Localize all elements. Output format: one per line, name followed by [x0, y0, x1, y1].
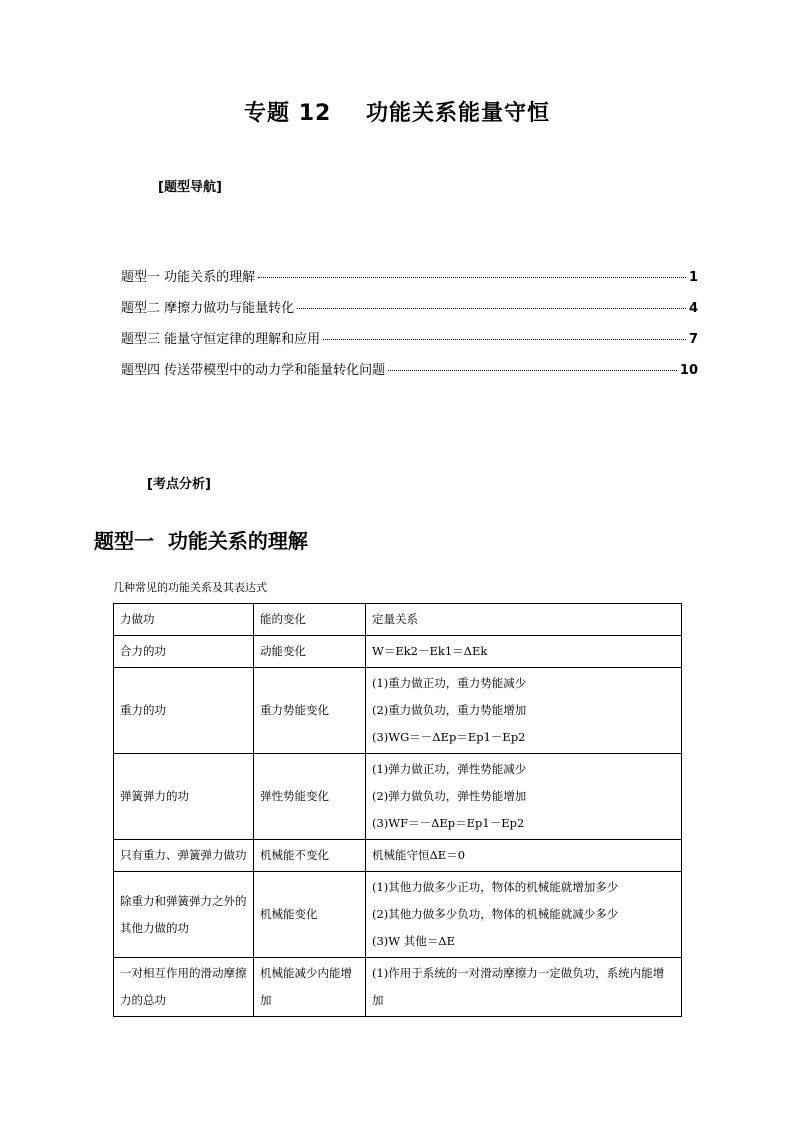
toc-entry[interactable]: [121, 297, 698, 328]
toc-entry-page: 10: [679, 363, 698, 378]
nav-heading: [题型导航]: [158, 180, 222, 195]
table-row: [114, 636, 682, 668]
table-caption: 几种常见的功能关系及其表达式: [113, 581, 267, 594]
force-cell: 重力的功: [114, 668, 254, 754]
toc-entry-label: 题型二 摩擦力做功与能量转化: [121, 301, 295, 316]
table-row: [114, 754, 682, 840]
toc-entry[interactable]: [121, 359, 698, 390]
table-of-contents: [121, 266, 698, 390]
relation-line: (3)WG＝－ΔEp＝Ep1－Ep2: [372, 730, 526, 744]
relation-cell: [366, 958, 682, 1017]
force-cell: 除重力和弹簧弹力之外的其他力做的功: [114, 872, 254, 958]
toc-leader: [388, 370, 677, 371]
energy-cell: 机械能不变化: [254, 840, 366, 872]
toc-entry-page: 1: [688, 270, 698, 285]
relation-cell: [366, 754, 682, 840]
relation-line: (1)重力做正功，重力势能减少: [372, 676, 527, 690]
relation-line: 机械能守恒ΔE＝0: [372, 848, 466, 862]
page-title: 专题 12 功能关系能量守恒: [244, 101, 550, 126]
section-title: 题型一 功能关系的理解: [94, 529, 308, 553]
toc-entry-page: 7: [688, 332, 698, 347]
header-cell: 定量关系: [366, 604, 682, 636]
relation-line: (3)WF＝－ΔEp＝Ep1－Ep2: [372, 816, 525, 830]
relation-line: (1)作用于系统的一对滑动摩擦力一定做负功，系统内能增加: [372, 966, 665, 1007]
force-cell: 只有重力、弹簧弹力做功: [114, 840, 254, 872]
table-row: [114, 872, 682, 958]
table-header-row: [114, 604, 682, 636]
relation-line: W＝Ek2－Ek1＝ΔEk: [372, 644, 488, 658]
energy-cell: 机械能减少内能增加: [254, 958, 366, 1017]
toc-entry-label: 题型三 能量守恒定律的理解和应用: [121, 332, 321, 347]
relation-line: (2)弹力做负功，弹性势能增加: [372, 789, 527, 803]
header-cell: 力做功: [114, 604, 254, 636]
force-cell: 弹簧弹力的功: [114, 754, 254, 840]
energy-cell: 动能变化: [254, 636, 366, 668]
relation-cell: [366, 840, 682, 872]
toc-entry[interactable]: [121, 266, 698, 297]
relation-line: (1)其他力做多少正功，物体的机械能就增加多少: [372, 880, 619, 894]
table-row: [114, 668, 682, 754]
toc-entry-page: 4: [688, 301, 698, 316]
analysis-heading: [考点分析]: [147, 477, 211, 492]
table-row: [114, 958, 682, 1017]
toc-leader: [323, 339, 686, 340]
energy-cell: 重力势能变化: [254, 668, 366, 754]
energy-relation-table: [113, 603, 682, 1017]
force-cell: 合力的功: [114, 636, 254, 668]
table-row: [114, 840, 682, 872]
toc-leader: [297, 308, 686, 309]
relation-cell: [366, 668, 682, 754]
toc-entry-label: 题型四 传送带模型中的动力学和能量转化问题: [121, 363, 386, 378]
force-cell: 一对相互作用的滑动摩擦力的总功: [114, 958, 254, 1017]
relation-cell: [366, 636, 682, 668]
energy-cell: 机械能变化: [254, 872, 366, 958]
relation-line: (3)W 其他＝ΔE: [372, 934, 455, 948]
energy-cell: 弹性势能变化: [254, 754, 366, 840]
relation-line: (2)重力做负功，重力势能增加: [372, 703, 527, 717]
header-cell: 能的变化: [254, 604, 366, 636]
relation-cell: [366, 872, 682, 958]
toc-leader: [258, 277, 686, 278]
toc-entry[interactable]: [121, 328, 698, 359]
relation-line: (2)其他力做多少负功，物体的机械能就减少多少: [372, 907, 619, 921]
toc-entry-label: 题型一 功能关系的理解: [121, 270, 256, 285]
relation-line: (1)弹力做正功，弹性势能减少: [372, 762, 527, 776]
